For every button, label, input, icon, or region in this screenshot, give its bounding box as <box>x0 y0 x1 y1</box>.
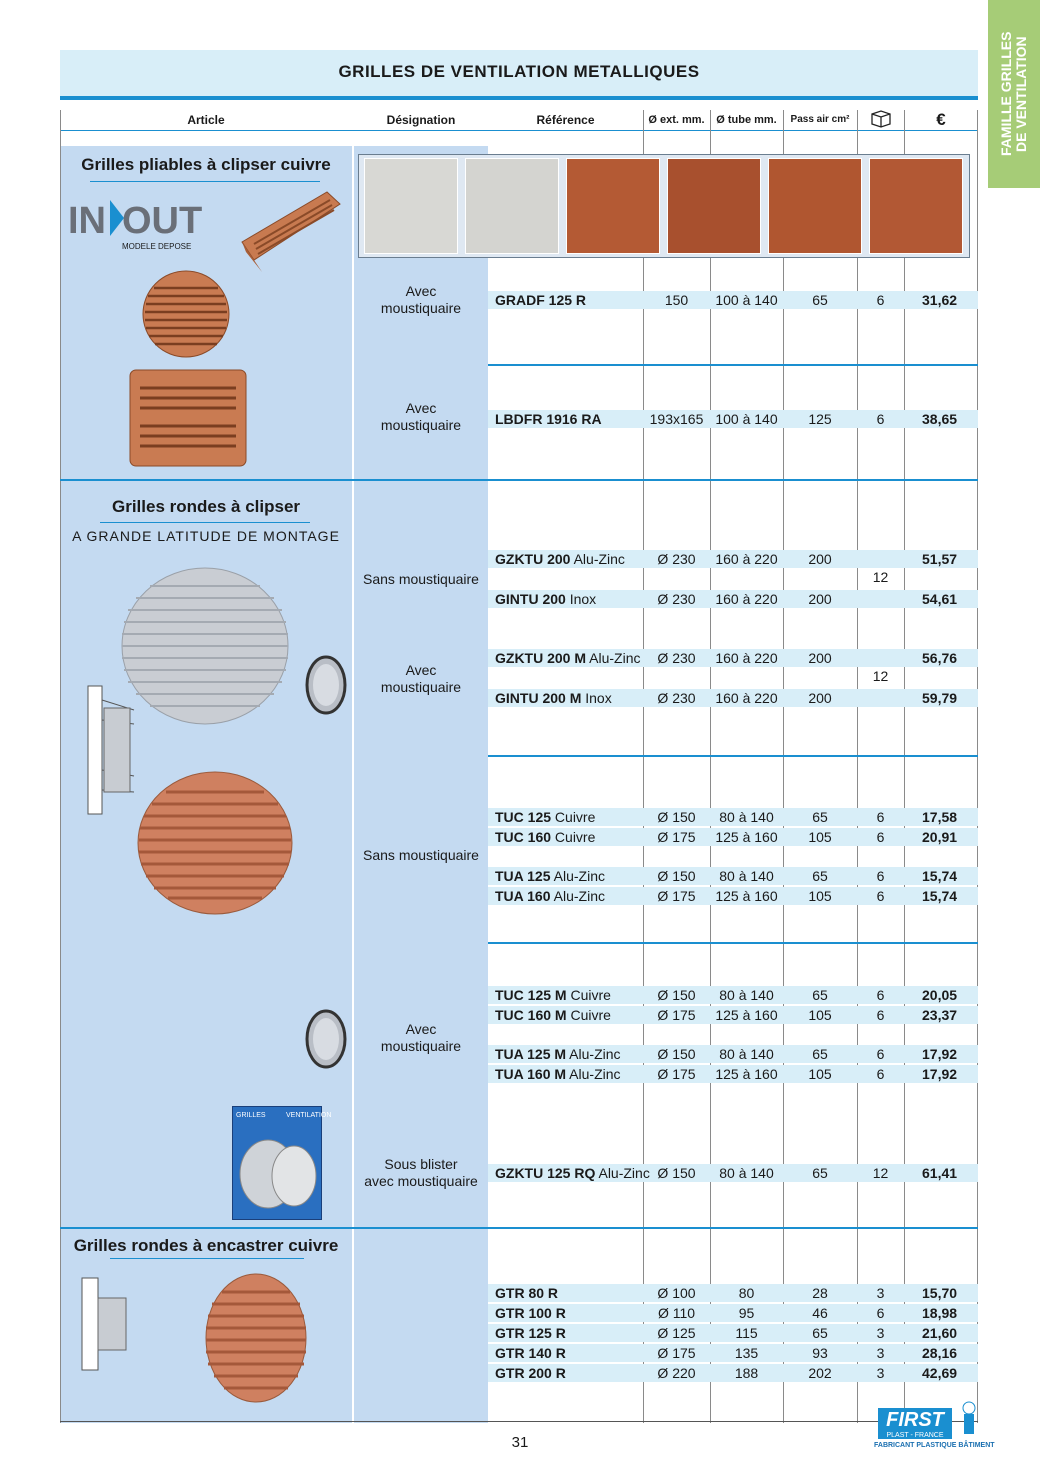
page-number: 31 <box>511 1434 529 1451</box>
section-rule <box>60 479 978 481</box>
reference-material: Alu-Zinc <box>566 1066 621 1082</box>
designation-column <box>354 146 488 1423</box>
reference-code: TUC 125 <box>495 809 552 825</box>
box-cell: 3 <box>876 1345 885 1361</box>
tube-cell: 188 <box>734 1365 759 1381</box>
reference-material: Alu-Zinc <box>566 1046 621 1062</box>
price-cell: 20,05 <box>922 987 958 1003</box>
round-silver-grille-image <box>120 566 290 726</box>
mosquito-mesh-image <box>304 1008 348 1070</box>
encastrer-grille-image <box>204 1272 308 1404</box>
reference-material: Alu-Zinc <box>550 888 605 904</box>
box-cell: 6 <box>876 888 885 904</box>
reference-cell <box>495 887 605 905</box>
ext-cell: Ø 230 <box>657 650 696 666</box>
reference-material: Inox <box>581 690 612 706</box>
box-cell: 6 <box>876 1066 885 1082</box>
designation: Sans moustiquaire <box>363 571 479 587</box>
reference-cell <box>495 808 595 826</box>
reference-material: Alu-Zinc <box>550 868 605 884</box>
ext-cell: Ø 125 <box>657 1325 696 1341</box>
pass-cell: 105 <box>808 829 832 845</box>
reference-cell <box>495 1284 558 1302</box>
box-cell: 6 <box>876 1007 885 1023</box>
group-rule <box>488 364 978 366</box>
ext-cell: Ø 150 <box>657 1046 696 1062</box>
price-cell: 17,92 <box>922 1066 958 1082</box>
ext-cell: Ø 175 <box>657 888 696 904</box>
reference-cell <box>495 550 625 568</box>
reference-material: Cuivre <box>566 987 611 1003</box>
price-cell: 23,37 <box>922 1007 958 1023</box>
box-cell: 6 <box>876 829 885 845</box>
pass-cell: 65 <box>812 1046 828 1062</box>
group-rule <box>488 942 978 944</box>
first-logo <box>874 1400 995 1452</box>
rect-copper-grille-image <box>128 368 248 468</box>
inout-logo-out: OUT <box>122 200 203 242</box>
mosquito-mesh-image <box>304 654 348 716</box>
ext-cell: Ø 175 <box>657 1007 696 1023</box>
price-cell: 59,79 <box>922 690 958 706</box>
reference-material: Cuivre <box>566 1007 611 1023</box>
reference-material: Cuivre <box>551 809 596 825</box>
reference-code: TUC 160 <box>495 829 552 845</box>
price-cell: 15,74 <box>922 868 958 884</box>
brand-line1: PLAST - FRANCE <box>878 1432 952 1439</box>
inout-logo-in: IN <box>68 200 106 242</box>
reference-code: GTR 125 R <box>495 1325 566 1341</box>
header-pass: Pass air cm² <box>790 114 850 125</box>
ext-cell: Ø 150 <box>657 868 696 884</box>
header-designation: Désignation <box>386 113 456 127</box>
pass-cell: 105 <box>808 1007 832 1023</box>
brand-name: FIRST <box>878 1408 952 1432</box>
brand-line2: FABRICANT PLASTIQUE BÂTIMENT <box>874 1442 995 1449</box>
pass-cell: 200 <box>808 650 832 666</box>
ext-cell: Ø 175 <box>657 1066 696 1082</box>
reference-code: TUA 160 <box>495 888 551 904</box>
ext-cell: Ø 175 <box>657 1345 696 1361</box>
group-rule <box>488 755 978 757</box>
table-bottom <box>60 1421 978 1422</box>
pass-cell: 65 <box>812 987 828 1003</box>
reference-cell <box>495 1065 621 1083</box>
ext-cell: Ø 230 <box>657 551 696 567</box>
section-subtitle: A GRANDE LATITUDE DE MONTAGE <box>72 528 340 544</box>
price-cell: 17,58 <box>922 809 958 825</box>
ext-cell: Ø 150 <box>657 1165 696 1181</box>
ext-cell: Ø 175 <box>657 829 696 845</box>
reference-code: GTR 200 R <box>495 1365 566 1381</box>
ext-cell: 193x165 <box>649 411 704 427</box>
reference-cell <box>495 590 596 608</box>
reference-cell <box>495 1045 621 1063</box>
price-cell: 54,61 <box>922 591 958 607</box>
reference-code: GINTU 200 <box>495 591 566 607</box>
reference-cell <box>495 986 611 1004</box>
installation-photo <box>566 158 660 254</box>
reference-code: TUC 160 M <box>495 1007 567 1023</box>
round-copper-grille-image <box>140 270 232 358</box>
tube-cell: 125 à 160 <box>715 829 778 845</box>
reference-cell <box>495 867 605 885</box>
installation-photo <box>667 158 761 254</box>
price-cell: 15,70 <box>922 1285 958 1301</box>
header-euro: € <box>936 110 946 129</box>
reference-code: GZKTU 125 RQ <box>495 1165 596 1181</box>
section-rule <box>60 1227 978 1229</box>
reference-code: GINTU 200 M <box>495 690 582 706</box>
box-cell: 6 <box>876 809 885 825</box>
vline <box>352 146 354 1423</box>
pass-cell: 65 <box>812 292 828 308</box>
pass-cell: 28 <box>812 1285 828 1301</box>
tube-cell: 80 à 140 <box>719 1046 774 1062</box>
ext-cell: Ø 150 <box>657 809 696 825</box>
tube-cell: 80 à 140 <box>719 868 774 884</box>
tube-cell: 100 à 140 <box>715 411 778 427</box>
box-cell: 3 <box>876 1365 885 1381</box>
shared-box-value: 12 <box>872 668 889 684</box>
pass-cell: 125 <box>808 411 832 427</box>
box-cell: 6 <box>876 1046 885 1062</box>
pass-cell: 105 <box>808 1066 832 1082</box>
box-cell: 6 <box>876 1305 885 1321</box>
tube-cell: 115 <box>735 1325 758 1341</box>
title-underline <box>100 522 310 523</box>
ext-cell: Ø 220 <box>657 1365 696 1381</box>
ext-cell: 150 <box>664 292 689 308</box>
tube-cell: 125 à 160 <box>715 1007 778 1023</box>
blister-label: GRILLES <box>236 1112 266 1119</box>
reference-material: Cuivre <box>551 829 596 845</box>
blister-grille-icon <box>236 1130 320 1214</box>
header-rule <box>60 130 978 131</box>
folding-grille-image <box>232 182 344 272</box>
price-cell: 56,76 <box>922 650 958 666</box>
box-cell: 6 <box>876 292 885 308</box>
tube-cell: 95 <box>738 1305 755 1321</box>
price-cell: 15,74 <box>922 888 958 904</box>
installation-photo <box>768 158 862 254</box>
ext-cell: Ø 100 <box>657 1285 696 1301</box>
header-reference: Référence <box>536 113 595 127</box>
reference-material: Alu-Zinc <box>586 650 641 666</box>
wall-section-diagram <box>84 680 144 820</box>
price-cell: 28,16 <box>922 1345 958 1361</box>
price-cell: 21,60 <box>922 1325 958 1341</box>
reference-code: GTR 100 R <box>495 1305 566 1321</box>
box-cell: 3 <box>876 1325 885 1341</box>
tube-cell: 160 à 220 <box>715 650 778 666</box>
pass-cell: 65 <box>812 1325 828 1341</box>
pass-cell: 65 <box>812 868 828 884</box>
inout-logo-sub: MODELE DEPOSE <box>122 242 192 251</box>
box-cell: 3 <box>876 1285 885 1301</box>
reference-code: GZKTU 200 <box>495 551 571 567</box>
price-cell: 18,98 <box>922 1305 958 1321</box>
reference-cell <box>495 828 595 846</box>
reference-code: GZKTU 200 M <box>495 650 587 666</box>
page-title: GRILLES DE VENTILATION METALLIQUES <box>338 62 700 81</box>
reference-cell <box>495 1364 566 1382</box>
reference-code: TUA 160 M <box>495 1066 567 1082</box>
box-cell: 6 <box>876 868 885 884</box>
pass-cell: 200 <box>808 690 832 706</box>
side-tab-label: FAMILLE GRILLES DE VENTILATION <box>998 31 1029 157</box>
tube-cell: 160 à 220 <box>715 591 778 607</box>
designation: Avec moustiquaire <box>380 1021 462 1054</box>
title-underline <box>110 1258 304 1259</box>
tube-cell: 160 à 220 <box>715 551 778 567</box>
designation: Avec moustiquaire <box>380 400 462 433</box>
reference-material: Alu-Zinc <box>595 1165 650 1181</box>
reference-code: TUC 125 M <box>495 987 567 1003</box>
designation: Sans moustiquaire <box>363 847 479 863</box>
tube-cell: 160 à 220 <box>715 690 778 706</box>
designation: Avec moustiquaire <box>380 662 462 695</box>
reference-cell <box>495 1006 611 1024</box>
installation-photo <box>465 158 559 254</box>
reference-cell <box>495 291 586 309</box>
tube-cell: 125 à 160 <box>715 888 778 904</box>
installation-photo <box>364 158 458 254</box>
tube-cell: 80 à 140 <box>719 809 774 825</box>
tube-cell: 135 <box>734 1345 759 1361</box>
designation: Sous blister avec moustiquaire <box>364 1156 478 1189</box>
price-cell: 31,62 <box>922 292 958 308</box>
reference-material: Inox <box>565 591 597 607</box>
box-cell: 12 <box>872 1165 889 1181</box>
reference-material: Alu-Zinc <box>570 551 625 567</box>
pass-cell: 105 <box>808 888 832 904</box>
reference-code: LBDFR 1916 RA <box>495 411 602 427</box>
reference-code: TUA 125 <box>495 868 551 884</box>
price-cell: 51,57 <box>922 551 958 567</box>
reference-cell <box>495 689 612 707</box>
ext-cell: Ø 230 <box>657 690 696 706</box>
tube-cell: 80 <box>738 1285 755 1301</box>
title-rule <box>60 96 978 100</box>
ext-cell: Ø 150 <box>657 987 696 1003</box>
tube-cell: 80 à 140 <box>719 1165 774 1181</box>
reference-code: GTR 140 R <box>495 1345 566 1361</box>
price-cell: 38,65 <box>922 411 958 427</box>
pass-cell: 93 <box>812 1345 828 1361</box>
price-cell: 42,69 <box>922 1365 958 1381</box>
pass-cell: 65 <box>812 809 828 825</box>
mascot-icon <box>958 1400 980 1440</box>
box-cell: 6 <box>876 987 885 1003</box>
installation-photo <box>869 158 963 254</box>
reference-cell <box>495 410 602 428</box>
ext-cell: Ø 110 <box>657 1305 696 1321</box>
reference-code: GTR 80 R <box>495 1285 559 1301</box>
pass-cell: 202 <box>808 1365 832 1381</box>
reference-code: TUA 125 M <box>495 1046 567 1062</box>
price-cell: 61,41 <box>922 1165 958 1181</box>
pass-cell: 200 <box>808 551 832 567</box>
wall-section-diagram <box>80 1274 132 1374</box>
shared-box-value: 12 <box>872 569 889 585</box>
reference-code: GRADF 125 R <box>495 292 587 308</box>
pass-cell: 46 <box>812 1305 828 1321</box>
reference-cell <box>495 1164 650 1182</box>
reference-cell <box>495 1344 566 1362</box>
header-ext: Ø ext. mm. <box>648 114 705 126</box>
tube-cell: 100 à 140 <box>715 292 778 308</box>
ext-cell: Ø 230 <box>657 591 696 607</box>
price-cell: 20,91 <box>922 829 958 845</box>
reference-cell <box>495 1304 566 1322</box>
designation: Avec moustiquaire <box>380 283 462 316</box>
tube-cell: 125 à 160 <box>715 1066 778 1082</box>
header-tube: Ø tube mm. <box>716 114 777 126</box>
tube-cell: 80 à 140 <box>719 987 774 1003</box>
box-icon <box>857 110 904 130</box>
reference-cell <box>495 1324 566 1342</box>
round-copper-grille-large-image <box>136 770 294 916</box>
header-article: Article <box>187 113 225 127</box>
box-cell: 6 <box>876 411 885 427</box>
section-title-encastrer: Grilles rondes à encastrer cuivre <box>73 1236 339 1255</box>
section-title-pliables: Grilles pliables à clipser cuivre <box>81 155 331 174</box>
blister-label-2: VENTILATION <box>286 1112 332 1119</box>
pass-cell: 65 <box>812 1165 828 1181</box>
reference-cell <box>495 649 640 667</box>
pass-cell: 200 <box>808 591 832 607</box>
section-title-rondes-clipser: Grilles rondes à clipser <box>111 497 301 516</box>
price-cell: 17,92 <box>922 1046 958 1062</box>
